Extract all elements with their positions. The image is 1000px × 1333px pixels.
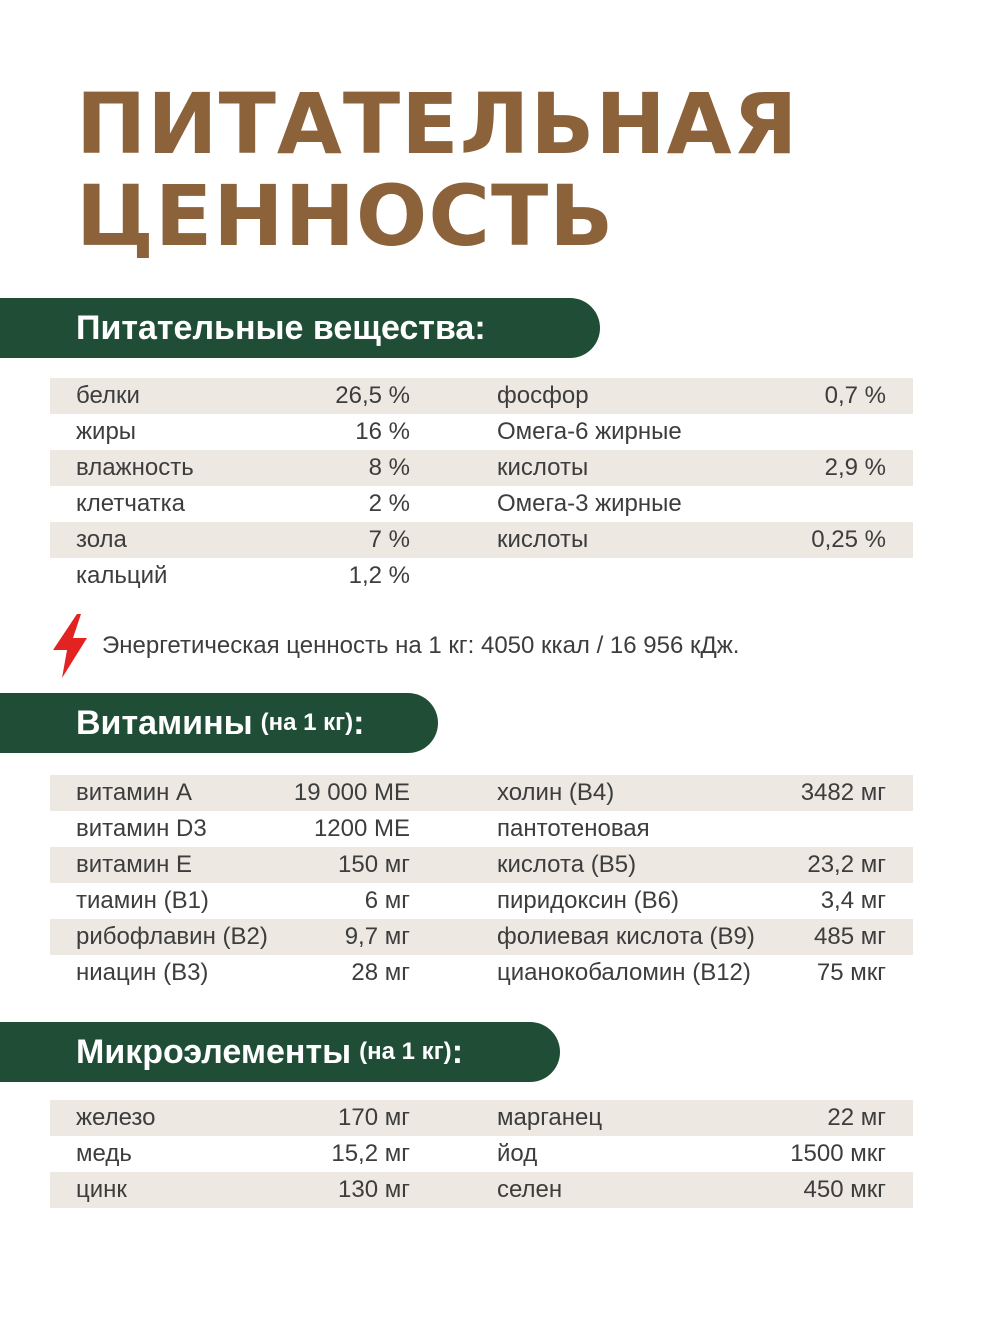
- vitamins-table: [50, 775, 913, 991]
- item-name: рибофлавин (В2): [76, 923, 268, 950]
- item-name: зола: [76, 526, 127, 553]
- item-value: 170 мг: [338, 1104, 410, 1131]
- item-value: 2,9 %: [824, 454, 886, 481]
- item-name: цинк: [76, 1176, 127, 1203]
- item-name: медь: [76, 1140, 132, 1167]
- page-title: [76, 75, 799, 265]
- item-name: пантотеновая: [497, 815, 650, 842]
- vitamins-heading-unit: (на 1 кг): [260, 709, 354, 736]
- item-value: 485 мг: [814, 923, 886, 950]
- table-row: [50, 450, 913, 486]
- item-value: 19 000 МЕ: [293, 779, 410, 806]
- item-name: белки: [76, 382, 140, 409]
- table-row: [50, 919, 913, 955]
- micro-heading: Микроэлементы: [76, 1032, 352, 1071]
- table-row: [50, 847, 913, 883]
- item-name: фолиевая кислота (В9): [497, 923, 755, 950]
- item-value: 3,4 мг: [820, 887, 886, 914]
- item-value: 7 %: [368, 526, 410, 553]
- item-value: 450 мкг: [803, 1176, 886, 1203]
- energy-value: [50, 614, 739, 678]
- item-value: 9,7 мг: [344, 923, 410, 950]
- item-name: кислоты: [497, 526, 589, 553]
- item-value: 15,2 мг: [331, 1140, 410, 1167]
- item-value: 3482 мг: [800, 779, 886, 806]
- item-value: 23,2 мг: [807, 851, 886, 878]
- table-row: [50, 1136, 913, 1172]
- item-name: селен: [497, 1176, 563, 1203]
- item-name: витамин D3: [76, 815, 207, 842]
- item-value: 0,7 %: [824, 382, 886, 409]
- table-row: [50, 486, 913, 522]
- table-row: [50, 955, 913, 991]
- table-row: [50, 811, 913, 847]
- item-name: витамин А: [76, 779, 193, 806]
- micro-heading-unit: (на 1 кг): [359, 1038, 452, 1065]
- item-name: марганец: [497, 1104, 603, 1131]
- item-name: жиры: [76, 418, 137, 445]
- table-row: [50, 378, 913, 414]
- item-name: витамин Е: [76, 851, 193, 878]
- item-value: 130 мг: [338, 1176, 410, 1203]
- item-value: 1200 МЕ: [313, 815, 410, 842]
- item-value: 1,2 %: [348, 562, 410, 589]
- item-name: железо: [76, 1104, 156, 1131]
- nutrients-heading: Питательные вещества:: [76, 308, 486, 347]
- table-row: [50, 1172, 913, 1208]
- table-row: [50, 558, 913, 594]
- item-name: Омега-6 жирные: [497, 418, 682, 445]
- micro-heading-banner: [0, 1022, 560, 1082]
- item-name: тиамин (В1): [76, 887, 209, 914]
- item-value: 0,25 %: [811, 526, 886, 553]
- energy-text: Энергетическая ценность на 1 кг: 4050 ккал / 16 956 кДж.: [102, 632, 740, 659]
- table-row: [50, 1100, 913, 1136]
- item-value: 8 %: [368, 454, 410, 481]
- page-title-line-1: ПИТАТЕЛЬНАЯ: [76, 75, 799, 173]
- item-name: ниацин (В3): [76, 959, 209, 986]
- nutrients-table: [50, 378, 913, 594]
- item-name: йод: [497, 1140, 538, 1167]
- item-name: пиридоксин (В6): [497, 887, 679, 914]
- item-value: 1500 мкг: [790, 1140, 886, 1167]
- table-row: [50, 883, 913, 919]
- vitamins-heading-colon: :: [353, 703, 365, 742]
- micro-heading-colon: :: [451, 1032, 464, 1071]
- vitamins-heading-banner: [0, 693, 438, 753]
- table-row: [50, 522, 913, 558]
- item-name: кислоты: [497, 454, 589, 481]
- table-row: [50, 414, 913, 450]
- item-value: 6 мг: [364, 887, 410, 914]
- item-value: 22 мг: [827, 1104, 886, 1131]
- item-name: цианокобаломин (В12): [497, 959, 751, 986]
- item-value: 2 %: [368, 490, 410, 517]
- nutrients-heading-banner: [0, 298, 600, 358]
- vitamins-heading: Витамины: [76, 703, 253, 742]
- page-title-line-2: ЦЕННОСТЬ: [76, 167, 615, 265]
- item-value: 26,5 %: [335, 382, 410, 409]
- item-name: кальций: [76, 562, 168, 589]
- lightning-bolt-icon: [50, 614, 90, 678]
- item-name: влажность: [76, 454, 194, 481]
- item-value: 16 %: [355, 418, 410, 445]
- item-value: 28 мг: [351, 959, 410, 986]
- item-name: фосфор: [497, 382, 589, 409]
- item-name: кислота (В5): [497, 851, 637, 878]
- table-row: [50, 775, 913, 811]
- item-value: 150 мг: [338, 851, 410, 878]
- micro-table: [50, 1100, 913, 1208]
- item-name: холин (В4): [497, 779, 615, 806]
- item-name: клетчатка: [76, 490, 186, 517]
- item-name: Омега-3 жирные: [497, 490, 682, 517]
- item-value: 75 мкг: [816, 959, 886, 986]
